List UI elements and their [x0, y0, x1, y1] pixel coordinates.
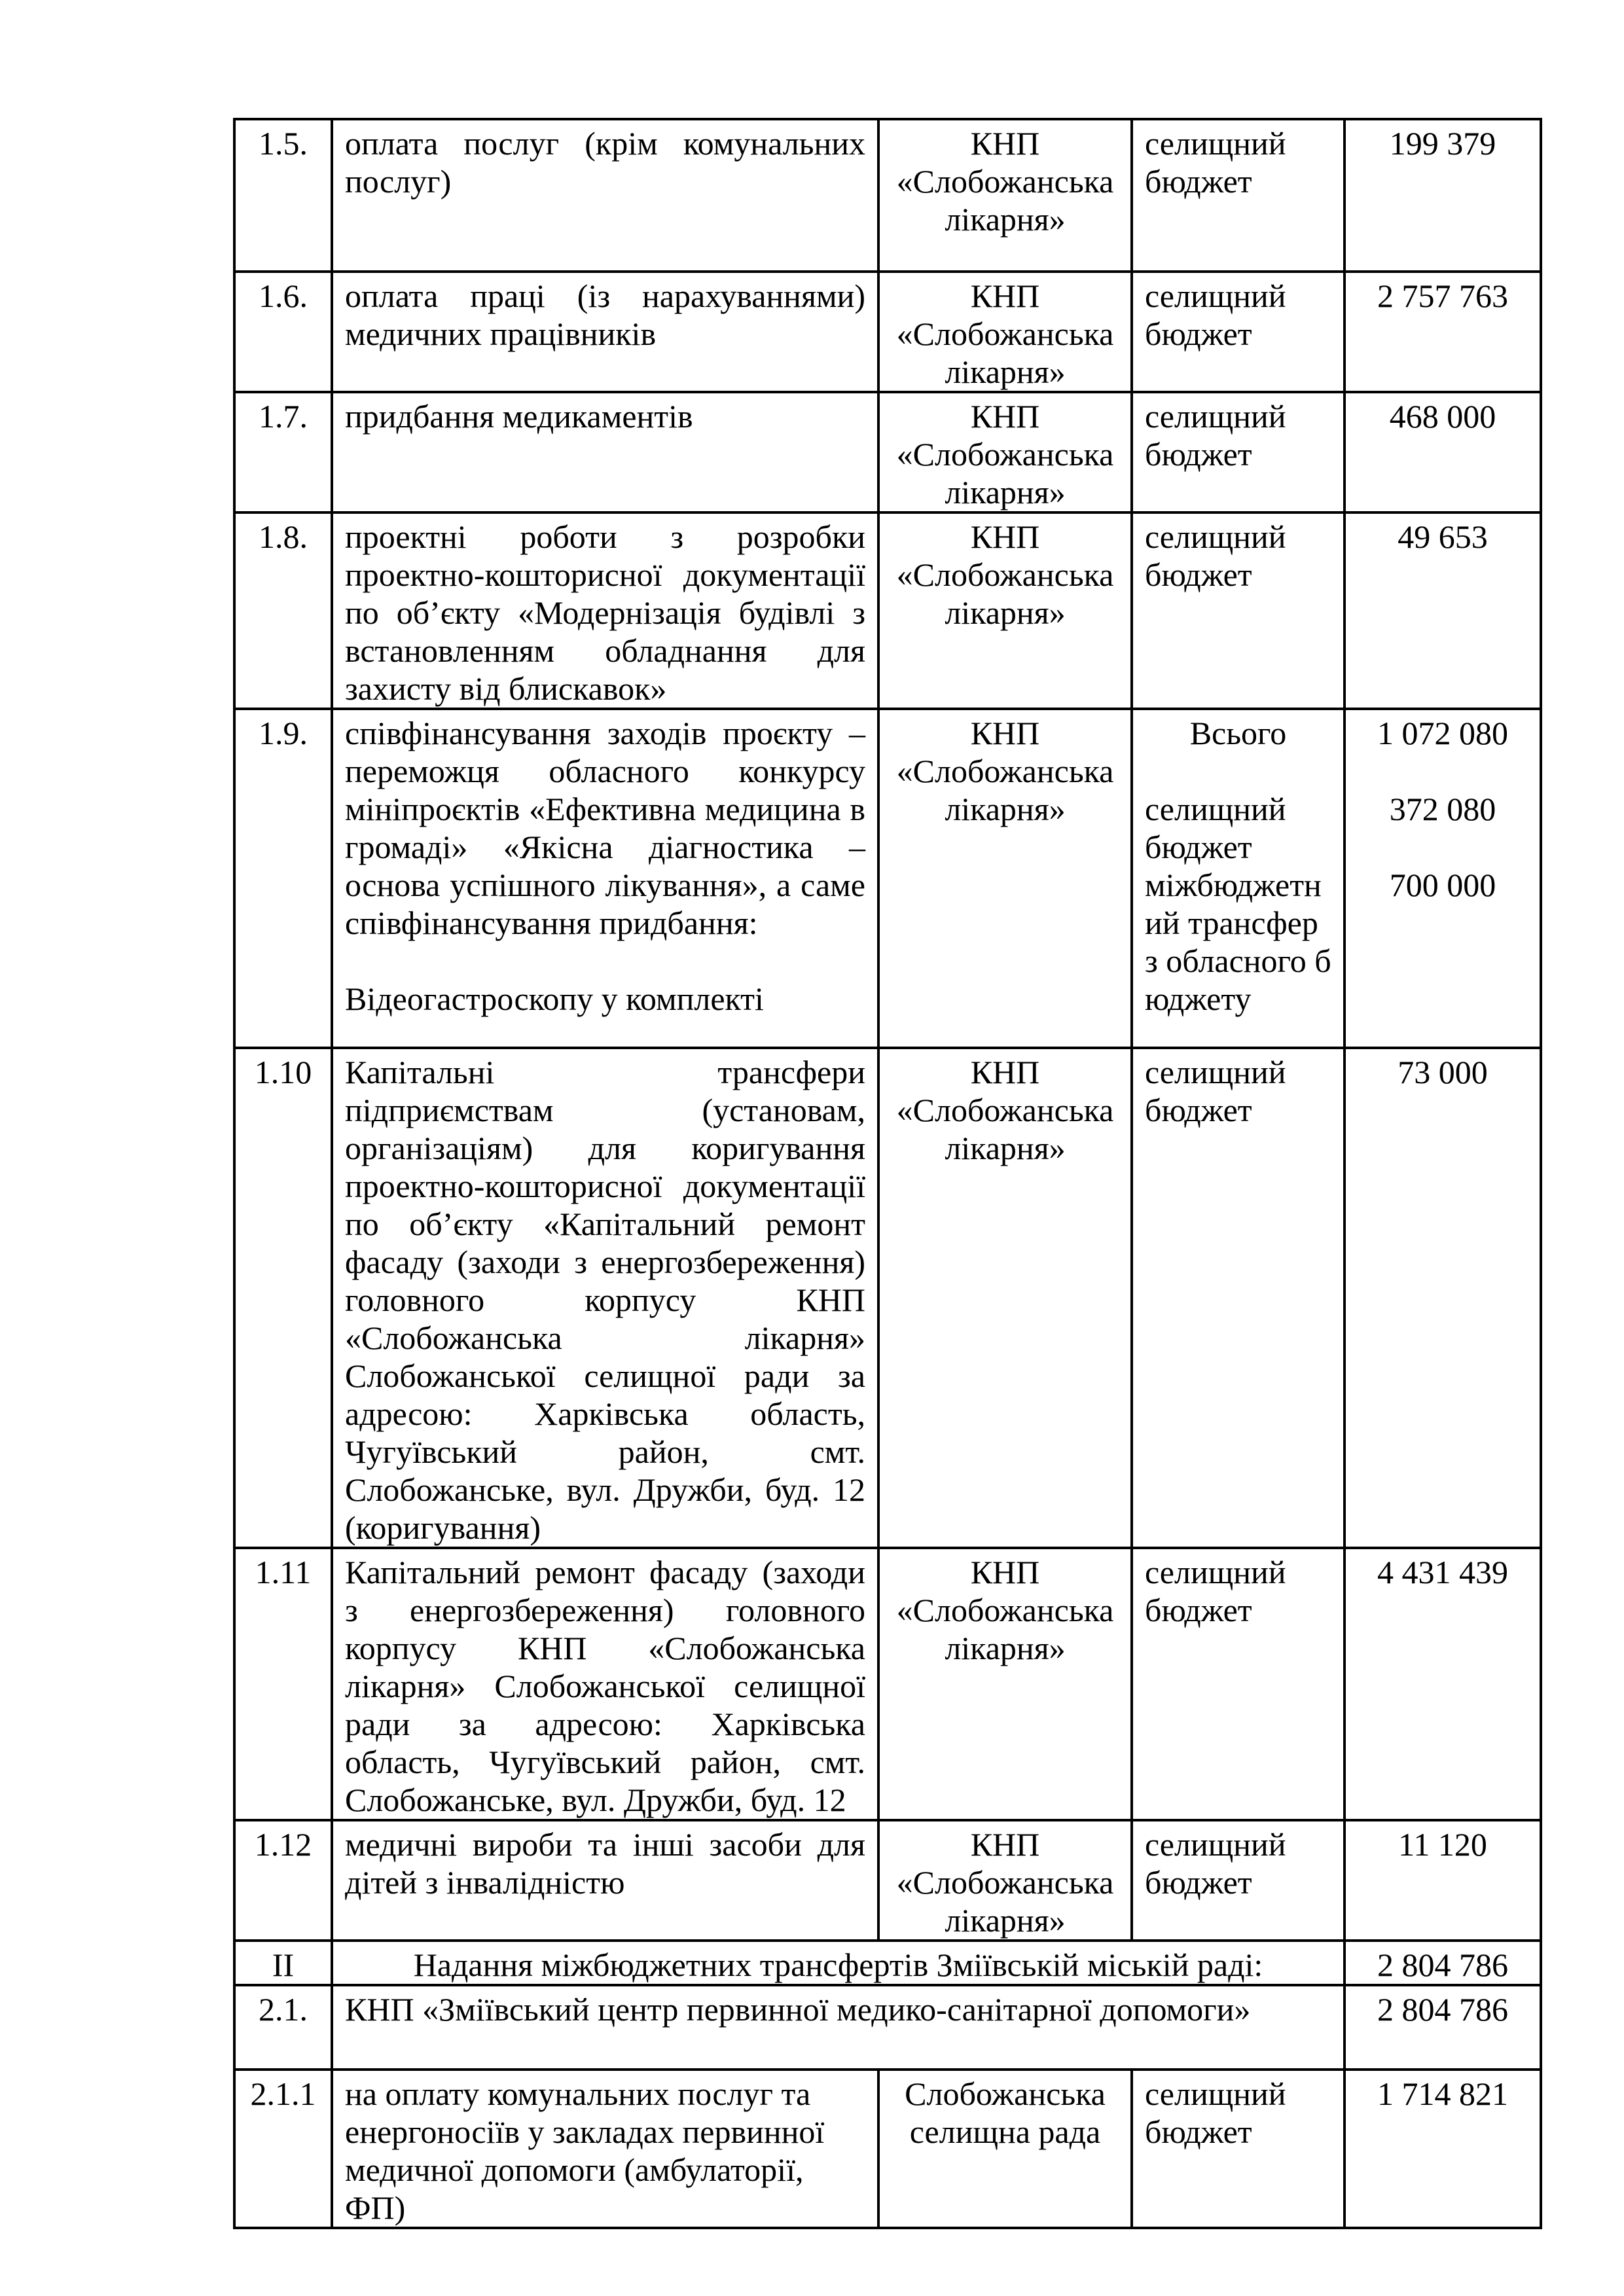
- source-total: Всього: [1189, 715, 1287, 751]
- row-number: 2.1.1: [234, 2070, 332, 2228]
- row-funding-source: селищний бюджет: [1132, 1048, 1344, 1548]
- row-number: 1.5.: [234, 119, 332, 272]
- row-description: медичні вироби та інші засоби для дітей з інвалідністю: [332, 1820, 878, 1941]
- section-title: Надання міжбюджетних трансфертів Зміївській міській раді:: [332, 1941, 1344, 1985]
- description-item: Відеогастроскопу у комплекті: [345, 980, 764, 1017]
- row-executor: КНП «Слобожанська лікарня»: [878, 1548, 1132, 1820]
- row-description: Капітальні трансфери підприємствам (установам, організаціям) для коригування проектно-кошторисної документації по об’єкту «Капітальний ремонт фасаду (заходи з енергозбереження) головного корпусу КНП «Слобожанська лікарня» Слобожанської селищної ради за адресою: Харківська область, Чугуївський район, смт. Слобожанське, вул. Дружби, буд. 12 (коригування): [332, 1048, 878, 1548]
- row-funding-source: селищний бюджет: [1132, 2070, 1344, 2228]
- row-description: оплата послуг (крім комунальних послуг): [332, 119, 878, 272]
- row-number: 1.9.: [234, 709, 332, 1048]
- row-number: 2.1.: [234, 1985, 332, 2070]
- row-description: на оплату комунальних послуг та енергоносіїв у закладах первинної медичної допомоги (амбулаторії, ФП): [332, 2070, 878, 2228]
- row-description: проектні роботи з розробки проектно-кошторисної документації по об’єкту «Модернізація будівлі з встановленням обладнання для захисту від блискавок»: [332, 512, 878, 709]
- row-funding-source: селищний бюджет: [1132, 272, 1344, 392]
- row-number: 1.7.: [234, 392, 332, 512]
- spacer: [1358, 828, 1528, 866]
- spacer: [345, 942, 865, 980]
- row-amount: 199 379: [1344, 119, 1541, 272]
- source-transfer: міжбюджетний трансфер з обласного бюджету: [1145, 867, 1331, 1017]
- row-funding-source: селищний бюджет: [1132, 119, 1344, 272]
- amount-transfer: 700 000: [1389, 867, 1496, 903]
- row-description: КНП «Зміївський центр первинної медико-санітарної допомоги»: [332, 1985, 1344, 2070]
- spacer: [1358, 752, 1528, 790]
- row-funding-source: [1132, 709, 1344, 1048]
- table-row: [234, 392, 1541, 512]
- budget-table: [233, 118, 1542, 2229]
- row-executor: КНП «Слобожанська лікарня»: [878, 392, 1132, 512]
- amount-total: 1 072 080: [1377, 715, 1508, 751]
- row-executor: КНП «Слобожанська лікарня»: [878, 272, 1132, 392]
- row-funding-source: селищний бюджет: [1132, 512, 1344, 709]
- row-amount: 11 120: [1344, 1820, 1541, 1941]
- row-amount: 2 757 763: [1344, 272, 1541, 392]
- section-row: [234, 1941, 1541, 1985]
- row-executor: КНП «Слобожанська лікарня»: [878, 512, 1132, 709]
- source-local: селищний бюджет: [1145, 791, 1286, 865]
- row-executor: КНП «Слобожанська лікарня»: [878, 1820, 1132, 1941]
- row-executor: КНП «Слобожанська лікарня»: [878, 119, 1132, 272]
- row-amount: 4 431 439: [1344, 1548, 1541, 1820]
- row-funding-source: селищний бюджет: [1132, 392, 1344, 512]
- row-amount: 468 000: [1344, 392, 1541, 512]
- table-row: [234, 1985, 1541, 2070]
- row-number: 1.10: [234, 1048, 332, 1548]
- row-description: придбання медикаментів: [332, 392, 878, 512]
- spacer: [1145, 752, 1331, 790]
- table-row: [234, 1048, 1541, 1548]
- row-number: 1.6.: [234, 272, 332, 392]
- row-funding-source: селищний бюджет: [1132, 1548, 1344, 1820]
- table-row: [234, 512, 1541, 709]
- table-row: [234, 2070, 1541, 2228]
- table-row: [234, 119, 1541, 272]
- row-executor: КНП «Слобожанська лікарня»: [878, 1048, 1132, 1548]
- row-amount: 73 000: [1344, 1048, 1541, 1548]
- row-description: оплата праці (із нарахуваннями) медичних працівників: [332, 272, 878, 392]
- row-description: Капітальний ремонт фасаду (заходи з енергозбереження) головного корпусу КНП «Слобожанська лікарня» Слобожанської селищної ради за адресою: Харківська область, Чугуївський район, смт. Слобожанське, вул. Дружби, буд. 12: [332, 1548, 878, 1820]
- row-number: 1.8.: [234, 512, 332, 709]
- row-amount: [1344, 709, 1541, 1048]
- row-number: 1.12: [234, 1820, 332, 1941]
- table-row: [234, 1820, 1541, 1941]
- row-executor: КНП «Слобожанська лікарня»: [878, 709, 1132, 1048]
- row-amount: 2 804 786: [1344, 1985, 1541, 2070]
- row-description: [332, 709, 878, 1048]
- row-funding-source: селищний бюджет: [1132, 1820, 1344, 1941]
- table-row: [234, 272, 1541, 392]
- row-amount: 1 714 821: [1344, 2070, 1541, 2228]
- table-row: [234, 1548, 1541, 1820]
- row-amount: 49 653: [1344, 512, 1541, 709]
- table-row: [234, 709, 1541, 1048]
- section-amount: 2 804 786: [1344, 1941, 1541, 1985]
- row-number: 1.11: [234, 1548, 332, 1820]
- row-executor: Слобожанська селищна рада: [878, 2070, 1132, 2228]
- section-number: II: [234, 1941, 332, 1985]
- amount-local: 372 080: [1389, 791, 1496, 827]
- description-text: співфінансування заходів проєкту – переможця обласного конкурсу мініпроєктів «Ефективна медицина в громаді» «Якісна діагностика – основа успішного лікування», а саме співфінансування придбання:: [345, 715, 865, 941]
